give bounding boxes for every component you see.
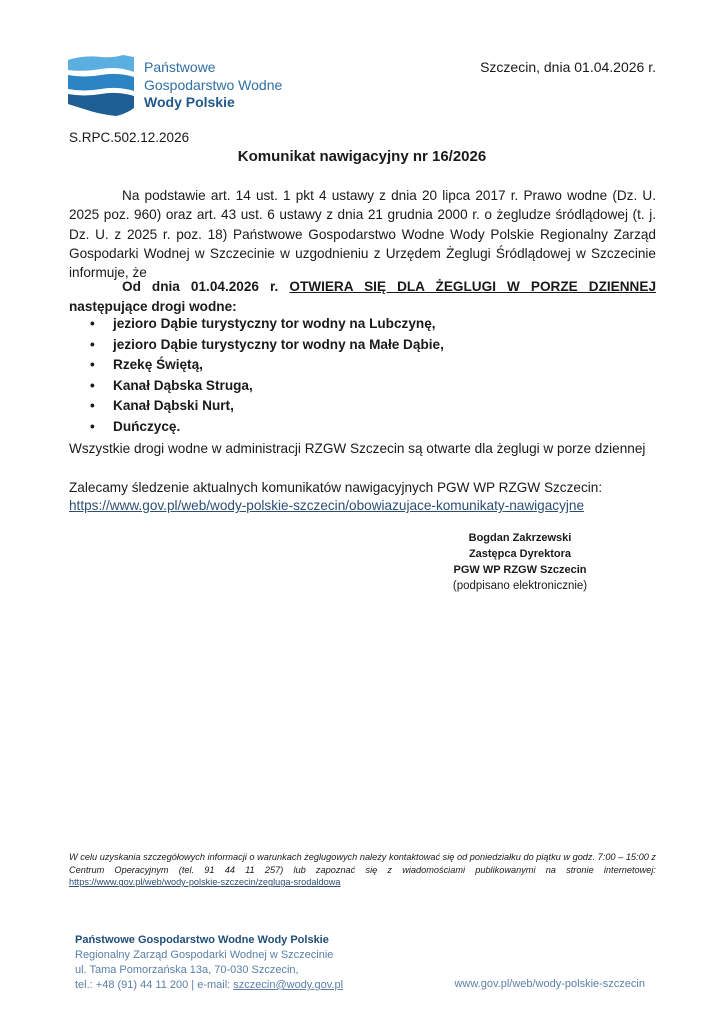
- wody-polskie-logo-icon: [68, 54, 134, 116]
- logo-wordmark: [144, 59, 282, 112]
- opening-announcement: [69, 277, 656, 316]
- bullet-icon: •: [90, 418, 95, 434]
- waterway-name: Kanał Dąbski Nurt,: [113, 398, 234, 413]
- list-item: [69, 417, 444, 438]
- list-item: [69, 314, 444, 335]
- signatory-name: Bogdan Zakrzewski: [468, 532, 572, 544]
- opening-emphasis: OTWIERA SIĘ DLA ŻEGLUGI W PORZE DZIENNEJ: [289, 279, 656, 294]
- notices-link[interactable]: https://www.gov.pl/web/wody-polskie-szczecin/obowiazujace-komunikaty-nawigacyjne: [69, 498, 585, 513]
- waterway-name: Duńczycę.: [113, 418, 181, 434]
- opening-prefix: Od dnia 01.04.2026 r.: [122, 279, 290, 294]
- footnote-link[interactable]: https://www.gov.pl/web/wody-polskie-szczecin/zegluga-srodaldowa: [69, 877, 341, 888]
- footnote: [69, 851, 656, 889]
- waterway-name: Rzekę Świętą,: [113, 357, 203, 372]
- bullet-icon: •: [90, 398, 95, 413]
- waterway-name: jezioro Dąbie turystyczny tor wodny na Małe Dąbie,: [113, 336, 444, 352]
- document-title-text: Komunikat nawigacyjny nr 16/2026: [237, 148, 487, 165]
- footer-phone: tel.: +48 (91) 44 11 200 | e-mail:: [75, 979, 234, 991]
- list-item: [69, 335, 444, 356]
- intro-paragraph: [69, 186, 656, 282]
- all-waterways-open-statement: Wszystkie drogi wodne w administracji RZGW Szczecin są otwarte dla żeglugi w porze dziennej: [69, 441, 646, 456]
- footer-email-link[interactable]: szczecin@wody.gov.pl: [233, 979, 344, 991]
- bullet-icon: •: [90, 336, 95, 352]
- document-date: Szczecin, dnia 01.04.2026 r.: [480, 59, 656, 75]
- opening-suffix: następujące drogi wodne:: [69, 298, 237, 314]
- signatory-position: Zastępca Dyrektora: [468, 548, 572, 560]
- footer-organization: Państwowe Gospodarstwo Wodne Wody Polskie: [75, 934, 329, 946]
- bullet-icon: •: [90, 357, 95, 372]
- logo-line-1: Państwowe: [144, 59, 216, 75]
- page-footer: [75, 933, 343, 993]
- list-item: [69, 396, 444, 417]
- logo-line-3: Wody Polskie: [144, 94, 235, 110]
- footer-contact: [75, 978, 343, 993]
- list-item: [69, 376, 444, 397]
- footnote-text: W celu uzyskania szczegółowych informacji o warunkach żeglugowych należy kontaktować się od poniedziałku do piątku w godz. 7:00 – 15:00 z Centrum Operacyjnym (tel. 91 44 11 257) lub zapoznać się z wiadomościami publikowanymi na stronie internetowej:: [69, 852, 656, 875]
- bullet-icon: •: [90, 377, 95, 393]
- waterways-list: [69, 314, 444, 437]
- logo-line-2: Gospodarstwo Wodne: [144, 76, 283, 93]
- recommendation-text: Zalecamy śledzenie aktualnych komunikatów nawigacyjnych PGW WP RZGW Szczecin:: [69, 480, 603, 495]
- bullet-icon: •: [90, 316, 95, 331]
- signatory-organization: PGW WP RZGW Szczecin: [453, 564, 587, 576]
- waterway-name: Kanał Dąbska Struga,: [113, 377, 253, 393]
- document-title: [0, 148, 724, 165]
- list-item: [69, 355, 444, 376]
- document-reference-number: S.RPC.502.12.2026: [69, 130, 190, 145]
- signature-block: [420, 530, 620, 594]
- footer-address: ul. Tama Pomorzańska 13a, 70-030 Szczecin,: [75, 964, 299, 976]
- intro-text: Na podstawie art. 14 ust. 1 pkt 4 ustawy z dnia 20 lipca 2017 r. Prawo wodne (Dz. U. 2025 poz. 960) oraz art. 43 ust. 6 ustawy z dnia 21 grudnia 2000 r. o żegludze śródlądowej (t. j. Dz. U. z 2025 r. poz. 18) Państwowe Gospodarstwo Wodne Wody Polskie Regionalny Zarząd Gospodarki Wodnej w Szczecinie w uzgodnieniu z Urzędem Żeglugi Śródlądowej w Szczecinie informuje, że: [69, 188, 656, 281]
- footer-office: Regionalny Zarząd Gospodarki Wodnej w Szczecinie: [75, 949, 334, 961]
- recommendation-block: [69, 479, 602, 515]
- footer-website[interactable]: www.gov.pl/web/wody-polskie-szczecin: [454, 978, 645, 990]
- waterway-name: jezioro Dąbie turystyczny tor wodny na Lubczynę,: [113, 316, 436, 331]
- signature-note: (podpisano elektronicznie): [452, 580, 588, 592]
- organization-logo: [68, 54, 288, 118]
